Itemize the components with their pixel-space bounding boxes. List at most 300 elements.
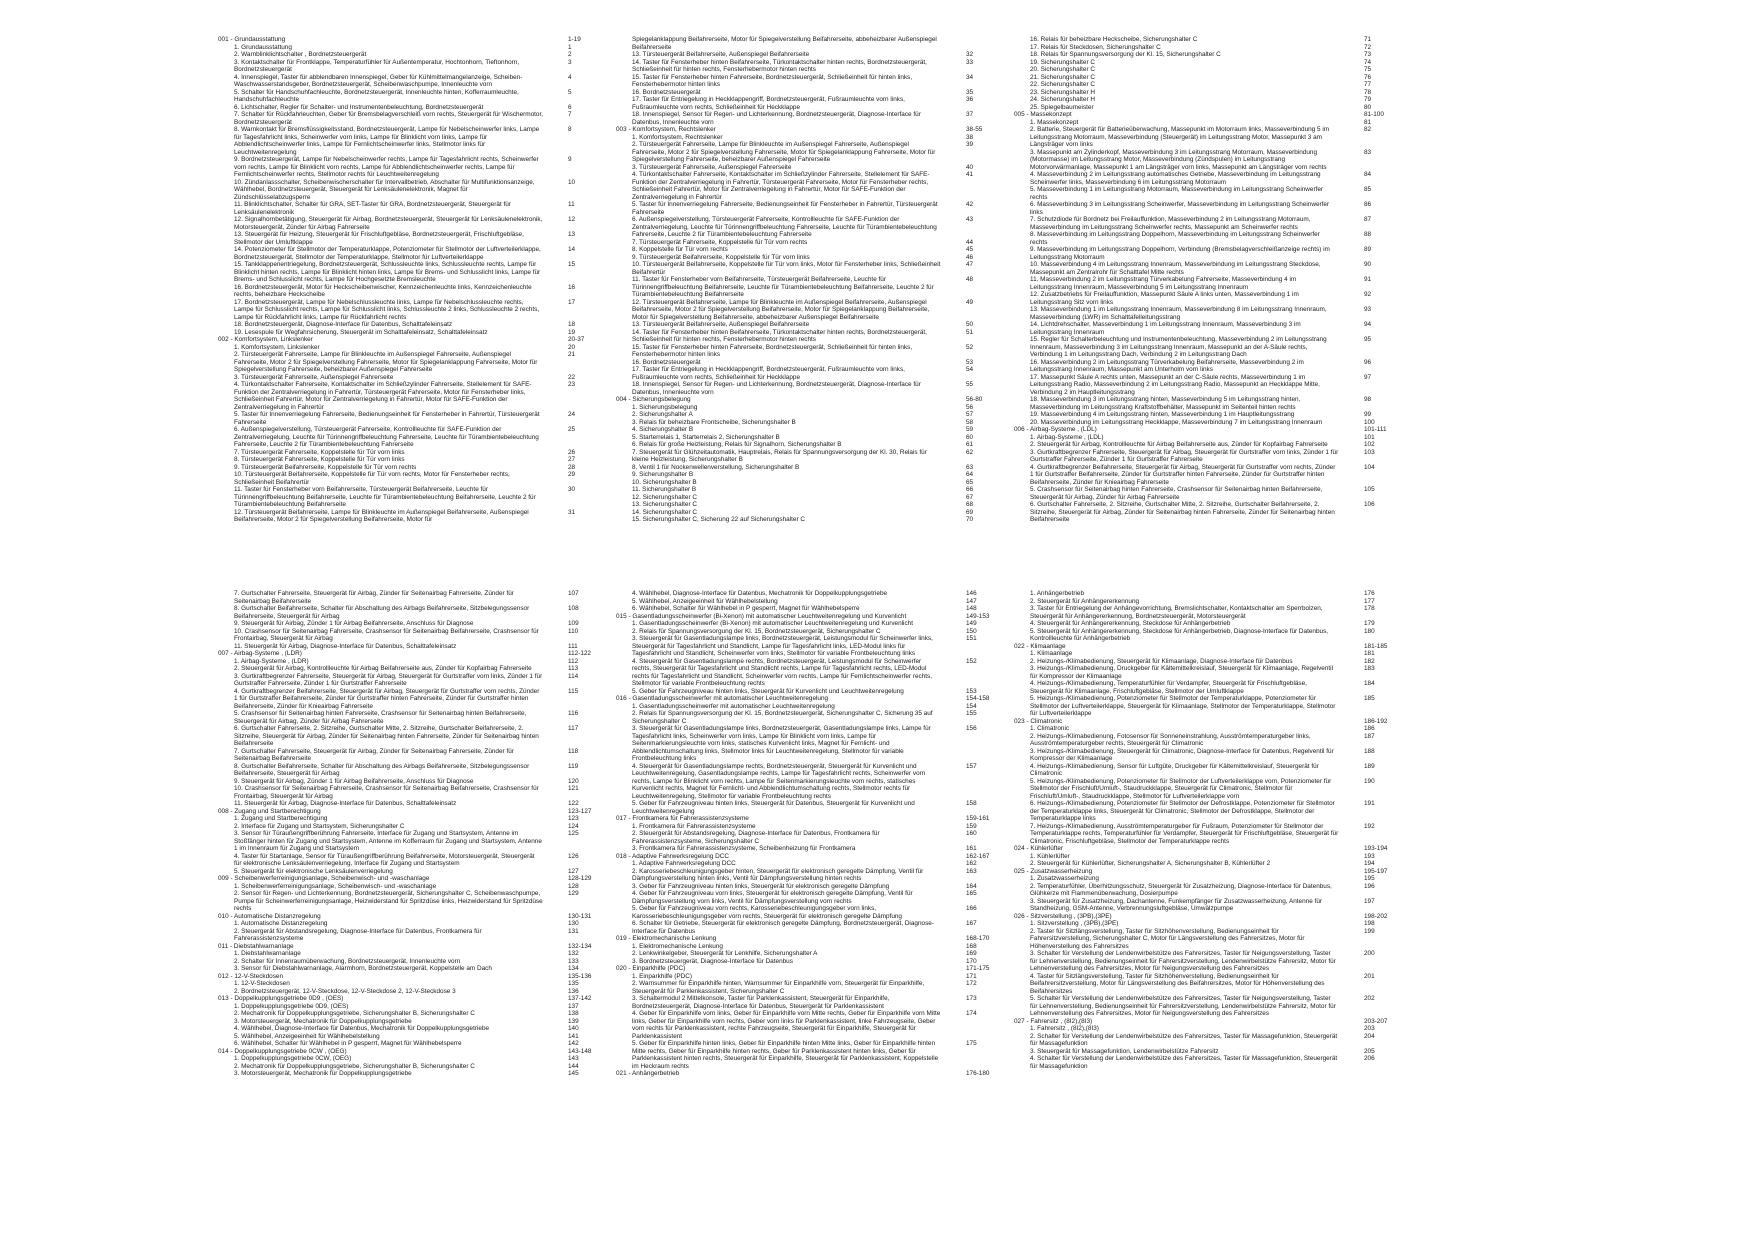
toc-entry <box>1014 186 1409 201</box>
toc-page-number: 31 <box>568 508 576 516</box>
toc-entry-title: 14. Potenziometer für Stellmotor der Temperaturklappe, Potenziometer für Stellmotor der Luftverteilerklappe, Bordnetzsteuergerät, Stellmotor der Temperaturklappe, Stellmotor für Luftverteilerklappe <box>234 246 541 261</box>
toc-entry-title: 14. Lichtdrehschalter, Masseverbindung 1 im Leitungsstrang Innenraum, Masseverbindung 3 im Leitungsstrang Innenraum <box>1030 321 1301 336</box>
toc-page-number: 22 <box>568 373 576 381</box>
toc-entry-title: 6. Gurtschalter Fahrerseite, 2. Sitzreihe, Gurtschalter Mitte, 2. Sitzreihe, Gurtschalter Beifahrerseite, 2. Sitzreihe, Steuergerät für Airbag, Zünder für Seitenairbag hinten Fahrerseite, Zünder für Seitenairbag hinten Beifahrerseite <box>234 725 539 747</box>
toc-entry <box>1014 778 1409 801</box>
toc-entry <box>218 344 613 352</box>
toc-entry-title: 3. Relais für beheizbare Frontscheibe, Sicherungshalter B <box>632 418 796 426</box>
toc-page-number: 99 <box>1364 411 1372 418</box>
toc-page-number: 151 <box>966 635 977 642</box>
toc-entry-title: 1. Elektromechanische Lenkung <box>632 942 723 950</box>
toc-entry-title: 1. Komfortsystem, Linkslenker <box>234 343 320 351</box>
toc-entry-title: 17. Massepunkt Säule A rechts unten, Massepunkt an der C-Säule rechts, Masseverbindung 1 im Leitungsstrang Radio, Masseverbindung 2 im Leitungsstrang Radio, Massepunkt an Heckklappe Mitte, Verbindung 2 im Hauptleitungsstrang <box>1030 373 1320 396</box>
toc-page-number: 93 <box>1364 306 1372 313</box>
toc-entry-title: 18. Bordnetzsteuergerät, Diagnose-Interface für Datenbus, Schalttafeleinsatz <box>234 321 453 328</box>
toc-entry-title: 5. Geber für Einparkhilfe hinten links, Geber für Einparkhilfe hinten Mitte links, Geber für Einparkhilfe hinten Mitte rechts, Geber für Einparkhilfe hinten rechts, Geber für Parklenkassistent hinten links, Geber für Parklenkassistent hinten rechts, Steuergerät für Einparkhilfe, Steuergerät für Parklenkassistent, Koppelstelle im Heckraum rechts <box>632 1040 939 1070</box>
toc-entry <box>1014 66 1409 74</box>
toc-entry-title: 5. Steuergerät für elektronische Lenksäulenverriegelung <box>234 867 393 875</box>
toc-section-entry <box>616 613 1011 621</box>
toc-entry-title: 3. Gurtkraftbegrenzer Fahrerseite, Steuergerät für Airbag, Steuergerät für Gurtstraffer vorn links, Zünder 1 für Gurtstraffer Fahrerseite, Zünder 1 für Gurtstraffer Fahrerseite <box>234 672 543 687</box>
toc-entry-title: 16. Bordnetzsteuergerät <box>632 358 701 366</box>
toc-entry-title: 3. Schalter für Verstellung der Lendenwirbelstütze des Fahrersitzes, Taster für Neigungsverstellung, Taster für Lehnenverstellung, Bedienungseinheit für Fahrersitzverstellung, Lendenwirbelstütze Fahrersitz, Motor für Lehnenverstellung des Fahrersitzes, Motor für Neigungsverstellung des Fahrersitzes <box>1030 950 1336 972</box>
toc-entry-title: 9. Türsteuergerät Beifahrerseite, Koppelstelle für Tür vorn rechts <box>234 463 417 471</box>
toc-entry-title: 10. Türsteuergerät Beifahrerseite, Koppelstelle für Tür vorn links, Motor für Fensterheber links, Schließeinheit Beifahrertür <box>632 261 941 276</box>
toc-page-number: 17 <box>568 298 576 306</box>
toc-page-number: 198 <box>1364 920 1375 927</box>
toc-page-number: 66 <box>966 486 974 493</box>
toc-entry <box>218 59 613 74</box>
toc-entry-title: 6. Lichtschalter, Regler für Schalter- und Instrumentenbeleuchtung, Bordnetzsteuergerät <box>234 103 484 111</box>
toc-page-number: 160 <box>966 830 977 837</box>
toc-page-number: 136 <box>568 987 579 995</box>
toc-entry <box>616 419 1011 427</box>
toc-entry <box>218 890 613 913</box>
toc-page-number: 140 <box>568 1025 579 1032</box>
toc-entry-title: 11. Steuergerät für Airbag, Diagnose-Interface für Datenbus, Schalttafeleinsatz <box>234 642 457 650</box>
toc-entry <box>616 501 1011 509</box>
toc-page-number: 52 <box>966 343 974 351</box>
toc-page-number: 20 <box>568 343 576 351</box>
toc-entry-title: 5. Masseverbindung 1 im Leitungsstrang Motorraum, Masseverbindung im Leitungsstrang Scheinwerfer rechts <box>1030 186 1324 201</box>
toc-entry <box>616 471 1011 479</box>
toc-entry <box>218 688 613 711</box>
toc-entry-title: 3. Heizungs-/Klimabedienung, Steuergerät für Climatronic, Diagnose-Interface für Datenbus, Regelventil für Kompressor der Klimaanlage <box>1030 747 1334 762</box>
toc-entry <box>218 1070 613 1078</box>
toc-entry-title: 4. Steuergerät für Anhängererkennung, Steckdose für Anhängerbetrieb <box>1030 620 1231 627</box>
toc-entry-title: 2. Relais für Spannungsversorgung der Kl. 15, Bordnetzsteuergerät, Sicherungshalter C, Sicherung 35 auf Sicherungshalter C <box>632 710 933 725</box>
toc-page-number: 171-175 <box>966 965 990 972</box>
toc-entry <box>1014 733 1409 748</box>
toc-page-number: 132 <box>568 950 579 957</box>
toc-entry-title: 2. Lenkwinkelgeber, Steuergerät für Lenkhilfe, Sicherungshalter A <box>632 950 818 957</box>
toc-entry <box>616 598 1011 606</box>
toc-entry <box>616 800 1011 815</box>
toc-entry-title: 14. Taster für Fensterheber hinten Beifahrerseite, Türkontaktschalter hinten rechts, Bordnetzsteuergerät, Schließeinheit für hinten rechts, Fensterhebermotor hinten rechts <box>632 58 927 73</box>
toc-page-number: 111 <box>568 642 578 650</box>
toc-entry-title: 5. Taster für Innenverriegelung Fahrerseite, Bedienungseinheit für Fensterheber in Fahrertür, Türsteuergerät Fahrerseite <box>234 411 540 426</box>
toc-entry-title: 1. Sitzverstellung , (3PB),(3PE) <box>1030 920 1119 927</box>
toc-entry <box>1014 665 1409 680</box>
toc-entry-title: 2. Türsteuergerät Fahrerseite, Lampe für Blinkleuchte im Außenspiegel Fahrerseite, Außenspiegel Fahrerseite, Motor 2 für Spiegelverstellung Fahrerseite, Motor für Spiegelanklappung Fahrerseite, Motor für Spiegelverstellung Fahrerseite, beheizbarer Außenspiegel Fahrerseite <box>234 351 538 373</box>
toc-entry-title: 9. Steuergerät für Airbag, Zünder 1 für Airbag Beifahrerseite, Anschluss für Diagnose <box>234 620 474 627</box>
toc-page-number: 84 <box>1364 171 1372 178</box>
toc-entry <box>616 1010 1011 1040</box>
toc-entry-title: 8. Warnkontakt für Bremsflüssigkeitsstand, Bordnetzsteuergerät, Lampe für Nebelscheinwerfer links, Lampe für Tagesfahrlicht links, Scheinwerfer vorn links, Lampe für Blinklicht vorn links, Lampe für Abblendlichtscheinwerfer links, Lampe für Fernlichtscheinwerfer links, Stellmotor links für Leuchtweitenregelung <box>234 126 540 156</box>
toc-page-number: 149 <box>966 620 977 627</box>
toc-section-entry <box>218 36 613 44</box>
toc-page-number: 103 <box>1364 448 1375 456</box>
toc-page-number: 38 <box>966 133 974 141</box>
toc-section-entry <box>616 853 1011 861</box>
toc-page-number: 38-55 <box>966 126 983 133</box>
toc-entry <box>616 958 1011 966</box>
toc-entry-title: 1. Klimaanlage <box>1030 650 1073 657</box>
toc-entry <box>218 965 613 973</box>
toc-section-entry <box>1014 868 1409 876</box>
toc-entry-title: 5. Heizungs-/Klimabedienung, Potenziometer für Stellmotor der Luftverteilerklappe vorn, Potenziometer für Stellmotor der Frischluft/Umluft-, Staudruckklappe, Steuergerät für Climatronic, Stellmotor für Frischluft/Umluft-, Staudruckklappe, Stellmotor für Luftverteilerklappe vorn <box>1030 777 1332 800</box>
toc-entry <box>1014 126 1409 149</box>
toc-entry <box>616 635 1011 658</box>
toc-section-title: 027 - Fahrersitz , (8I2),(8I3) <box>1014 1017 1093 1025</box>
toc-entry <box>616 426 1011 434</box>
toc-entry-title: 3. Motorsteuergerät, Mechatronik für Doppelkupplungsgetriebe <box>234 1070 412 1077</box>
toc-page-number: 49 <box>966 298 974 306</box>
toc-entry-title: 7. Heizungs-/Klimabedienung, Ausströmtemperaturgeber für Fußraum, Potenziometer für Stellmotor der Temperaturklappe rechts, Temperaturfühler für Verdampfer, Steuergerät für Frischluftgebläse, Steuergerät für Climatronic, Frischluftgebläse, Stellmotor der Temperaturklappe rechts <box>1030 822 1339 845</box>
toc-entry <box>616 434 1011 442</box>
toc-page-number: 112-122 <box>568 650 591 657</box>
toc-entry <box>616 890 1011 905</box>
toc-page-number: 65 <box>966 478 974 486</box>
toc-entry <box>218 628 613 643</box>
toc-page-number: 115 <box>568 687 579 695</box>
toc-entry <box>1014 1048 1409 1056</box>
toc-page-number: 35 <box>966 88 974 96</box>
toc-entry-title: 5. Geber für Fahrzeugniveau hinten links, Steuergerät für Datenbus, Steuergerät für Kurvenlicht und Leuchtweitenregelung <box>632 800 915 815</box>
toc-entry-title: 4. Steuergerät für Gasentladungslampe rechts, Bordnetzsteuergerät, Leistungsmodul für Scheinwerfer rechts, Steuergerät für Tagesfahrlicht und Standlicht rechts, Lampe für Tagesfahrlicht rechts, LED-Modul rechts für Tagesfahrlicht und Standlicht, Scheinwerfer vorn rechts, Lampe für Fernlichtscheinwerfer rechts, Stellmotor für variable Frontbeleuchtung rechts <box>632 657 933 687</box>
toc-page-number: 141 <box>568 1032 579 1040</box>
toc-entry-title: 18. Masseverbindung 3 im Leitungsstrang hinten, Masseverbindung 5 im Leitungsstrang hinten, Masseverbindung im Leitungsstrang Kraftstoffbehälter, Massepunkt im Seitenteil hinten rechts <box>1030 396 1301 411</box>
toc-entry <box>616 36 1011 51</box>
toc-entry <box>218 883 613 891</box>
toc-entry-title: 4. Geber für Fahrzeugniveau vorn links, Steuergerät für elektronisch geregelte Dämpfung, Ventil für Dämpfungsverstellung vorn links, Ventil für Dämpfungsverstellung vorn rechts <box>632 890 913 905</box>
toc-entry-title: 4. Wählhebel, Diagnose-Interface für Datenbus, Mechatronik für Doppelkupplungsgetriebe <box>632 590 888 597</box>
toc-page-number: 184 <box>1364 680 1375 687</box>
toc-page-number: 199 <box>1364 927 1375 935</box>
toc-entry <box>616 276 1011 299</box>
toc-entry <box>218 1055 613 1063</box>
toc-page-number: 131 <box>568 927 579 935</box>
toc-entry <box>616 321 1011 329</box>
toc-entry <box>218 1025 613 1033</box>
toc-section-title: 019 - Elektromechanische Lenkung <box>616 935 717 942</box>
toc-entry <box>616 441 1011 449</box>
toc-page-number: 169 <box>966 950 977 957</box>
toc-entry <box>218 1018 613 1026</box>
toc-entry <box>218 329 613 337</box>
toc-section-title: 025 - Zusatzwasserheizung <box>1014 867 1093 875</box>
toc-section-title: 004 - Sicherungsbelegung <box>616 396 691 403</box>
toc-section-title: 016 - Gasentladungsscheinwerfer mit automatischer Leuchtweitenregelung <box>616 695 829 702</box>
toc-entry-title: 24. Sicherungshalter H <box>1030 96 1096 103</box>
toc-entry-title: 13. Masseverbindung 1 im Leitungsstrang Innenraum, Masseverbindung 8 im Leitungsstrang Innenraum, Masseverbindung (LWR) im Schalttafelleitungsstrang <box>1030 306 1327 321</box>
toc-entry-title: 3. Taster für Entriegelung der Anhängevorrichtung, Bremslichtschalter, Kontaktschalter am Sperrbolzen, Steuergerät für Anhängererkennung, Bordnetzsteuergerät, Motorsteuergerät <box>1030 605 1323 620</box>
toc-page-number: 190 <box>1364 777 1375 785</box>
toc-entry <box>218 299 613 322</box>
toc-page-number: 148 <box>966 605 977 612</box>
toc-page-number: 191 <box>1364 800 1375 807</box>
toc-entry <box>616 605 1011 613</box>
toc-entry-title: 2. Batterie, Steuergerät für Batterieüberwachung, Massepunkt im Motorraum links, Masseverbindung 5 im Leitungsstrang Motorraum, Masseverbindung (Steuergerät) im Leitungsstrang Motor, Massepunkt 3 am Längsträger vorn links <box>1030 126 1330 148</box>
toc-entry <box>1014 201 1409 216</box>
toc-entry-title: 2. Taster für Sitzlängsverstellung, Taster für Sitzhöhenverstellung, Bedienungseinheit für Fahrersitzverstellung, Sicherungshalter C, Motor für Längsverstellung des Fahrersitzes, Motor für Höhenverstellung des Fahrersitzes <box>1030 927 1305 950</box>
toc-entry-title: 4. Gurtkraftbegrenzer Beifahrerseite, Steuergerät für Airbag, Steuergerät für Gurtstraffer vorn rechts, Zünder 1 für Gurtstraffer Beifahrerseite, Zünder für Gurtstraffer hinten Fahrerseite, Zünder für Gurtstraffer hinten Beifahrerseite, Zünder für Knieairbag Fahrerseite <box>1030 463 1336 486</box>
toc-entry-title: 16. Bordnetzsteuergerät, Motor für Heckscheibenwischer, Kennzeichenleuchte links, Kennzeichenleuchte rechts, beheizbare Heckscheibe <box>234 283 532 298</box>
toc-page-number: 9 <box>568 156 572 163</box>
toc-entry <box>1014 1033 1409 1048</box>
toc-entry <box>1014 59 1409 67</box>
toc-page-number: 108 <box>568 605 579 612</box>
toc-page-number: 159 <box>966 822 977 830</box>
toc-page-number: 128-129 <box>568 875 592 882</box>
toc-entry-title: 2. Warnblinklichtschalter , Bordnetzsteuergerät <box>234 51 367 58</box>
toc-page-number: 4 <box>568 73 572 81</box>
toc-entry-title: 1. Scheibenwerferreinigungsanlage, Scheibenwisch- und -waschanlage <box>234 882 437 890</box>
toc-entry-title: 7. Schutzdiode für Bordnetz bei Freilauffunktion, Masseverbindung 2 im Leitungsstrang Motorraum, Masseverbindung im Leitungsstrang Scheinwerfer rechts, Massepunkt am Scheinwerfer rechts <box>1030 216 1311 231</box>
toc-entry <box>1014 995 1409 1018</box>
toc-entry <box>1014 898 1409 913</box>
toc-page-number: 100 <box>1364 418 1375 426</box>
toc-entry-title: 12. Signalhornbetätigung, Steuergerät für Airbag, Bordnetzsteuergerät, Steuergerät für Lenksäulenelektronik, Motorsteuergerät, Zünder für Airbag Fahrerseite <box>234 216 543 231</box>
toc-entry <box>218 351 613 374</box>
toc-entry-title: 9. Sicherungshalter B <box>632 471 694 478</box>
toc-entry-title: 3. Geber für Fahrzeugniveau hinten links, Steuergerät für elektronisch geregelte Dämpfung <box>632 882 890 890</box>
toc-page-number: 60 <box>966 433 974 441</box>
toc-entry-title: 15. Sicherungshalter C, Sicherung 22 auf Sicherungshalter C <box>632 516 806 523</box>
toc-entry <box>218 823 613 831</box>
toc-page-number: 123-127 <box>568 807 592 815</box>
toc-entry-title: 17. Relais für Steckdosen, Sicherungshalter C <box>1030 43 1161 51</box>
toc-page-number: 98 <box>1364 396 1372 403</box>
toc-page-number: 177 <box>1364 597 1375 605</box>
toc-entry-title: 11. Sicherungshalter B <box>632 486 697 493</box>
toc-entry <box>616 905 1011 920</box>
toc-entry <box>1014 374 1409 397</box>
toc-entry <box>1014 590 1409 598</box>
toc-page-number: 96 <box>1364 358 1372 366</box>
toc-entry <box>218 126 613 156</box>
toc-entry <box>1014 171 1409 186</box>
toc-entry <box>218 763 613 778</box>
toc-entry <box>1014 104 1409 112</box>
toc-page-number: 81-100 <box>1364 111 1384 118</box>
toc-page-number: 172 <box>966 980 977 987</box>
toc-entry-title: 10. Sicherungshalter B <box>632 478 697 486</box>
toc-page-number: 168 <box>966 942 977 950</box>
toc-entry <box>218 51 613 59</box>
toc-entry-title: 22. Sicherungshalter C <box>1030 81 1096 88</box>
toc-entry <box>218 778 613 786</box>
toc-entry <box>218 216 613 231</box>
toc-page-number: 127 <box>568 867 579 875</box>
toc-page-number: 176-180 <box>966 1070 990 1077</box>
toc-entry <box>1014 620 1409 628</box>
toc-entry <box>616 254 1011 262</box>
toc-entry-title: 2. Steuergerät für Airbag, Kontrollleuchte für Airbag Beifahrerseite aus, Zünder für Kopfairbag Fahrerseite <box>234 665 532 672</box>
toc-entry <box>218 928 613 943</box>
toc-entry <box>616 261 1011 276</box>
toc-section-title: 008 - Zugang und Startberechtigung <box>218 807 321 815</box>
toc-page-number: 197 <box>1364 897 1375 905</box>
toc-entry-title: 8. Koppelstelle für Tür vorn rechts <box>632 246 728 253</box>
toc-entry <box>1014 875 1409 883</box>
toc-entry-title: 7. Schalter für Rückfahrleuchten, Geber für Bremsbelagverschleiß vorn rechts, Steuergerät für Wischermotor, Bordnetzsteuergerät <box>234 111 544 126</box>
toc-entry-title: 5. Heizungs-/Klimabedienung, Potenziometer für Stellmotor der Temperaturklappe, Potenziometer für Stellmotor der Luftverteilerklappe, Steuergerät für Klimaanlage, Stellmotor der Temperaturklappe, Stellmotor für Luftverteilerklappe <box>1030 695 1336 717</box>
toc-section-title: 005 - Massekonzept <box>1014 111 1072 118</box>
toc-entry <box>218 411 613 426</box>
toc-entry-title: 1. Frontkamera für Fahrerassistenzsysteme <box>632 822 756 830</box>
toc-entry <box>1014 44 1409 52</box>
toc-page-number: 1 <box>568 43 572 51</box>
toc-page-number: 27 <box>568 456 576 463</box>
toc-entry-title: 2. Steuergerät für Abstandsregelung, Diagnose-Interface für Datenbus, Frontkamera für Fahrerassistenzsysteme <box>234 927 482 942</box>
toc-entry-title: 1. Diebstahlwarnanlage <box>234 950 301 957</box>
toc-entry <box>218 471 613 486</box>
toc-entry <box>218 246 613 261</box>
toc-page-number: 164 <box>966 882 977 890</box>
toc-entry-title: 6. Heizungs-/Klimabedienung, Potenziometer für Stellmotor der Defrostklappe, Potenziometer für Stellmotor der Temperaturklappe links, Steuergerät für Climatronic, Stellmotor der Defrostklappe, Stellmotor der Temperaturklappe links <box>1030 800 1335 822</box>
toc-entry <box>1014 695 1409 718</box>
toc-page-number: 186-192 <box>1364 717 1388 725</box>
toc-entry <box>218 486 613 509</box>
toc-entry <box>1014 605 1409 620</box>
toc-entry-title: 1. Doppelkupplungsgetriebe 0D9, (OES) <box>234 1002 349 1010</box>
toc-entry <box>218 830 613 853</box>
toc-entry <box>1014 598 1409 606</box>
toc-page-number: 196 <box>1364 882 1375 890</box>
toc-page-number: 56 <box>966 403 974 411</box>
toc-entry-title: 4. Taster für Startanlage, Sensor für Türaußengriffberührung Beifahrerseite, Motorsteuergerät, Steuergerät für elektronische Lenksäulenverriegelung, Interface für Zugang und Startsystem <box>234 852 535 867</box>
toc-entry <box>616 710 1011 725</box>
toc-entry <box>218 673 613 688</box>
toc-page-number: 135 <box>568 980 579 987</box>
toc-entry-title: 1. Kühlerlüfter <box>1030 852 1070 860</box>
toc-entry-title: 6. Außenspiegelverstellung, Türsteuergerät Fahrerseite, Kontrollleuchte für SAFE-Funktion der Zentralverriegelung, Leuchte für Türinnengriffbeleuchtung Fahrerseite, Leuchte für Türambientebeleuchtung Fahrerseite, Leuchte 2 für Türambientebeleuchtung Fahrerseite <box>234 426 539 448</box>
toc-entry <box>616 509 1011 517</box>
toc-entry <box>1014 1025 1409 1033</box>
toc-entry-title: 3. Schaltermodul 2 Mittelkonsole, Taster für Parklenkassistent, Steuergerät für Einparkhilfe, Bordnetzsteuergerät, Diagnose-Interface für Datenbus, Steuergerät für Parklenkassistent <box>632 995 890 1010</box>
toc-entry <box>1014 336 1409 359</box>
toc-entry <box>218 179 613 202</box>
toc-entry-title: 1. Anhängerbetrieb <box>1030 590 1085 597</box>
toc-page-number: 120 <box>568 777 579 785</box>
toc-entry-title: 1. Grundausstattung <box>234 43 292 51</box>
toc-entry <box>1014 950 1409 973</box>
toc-section-entry <box>1014 426 1409 434</box>
toc-page-number: 193-194 <box>1364 845 1388 852</box>
toc-page-number: 142 <box>568 1040 579 1047</box>
toc-entry-title: 2. Steuergerät für Abstandsregelung, Diagnose-Interface für Datenbus, Frontkamera für Fahrerassistenzsysteme, Sicherungshalter C <box>632 830 880 845</box>
toc-page-number: 110 <box>568 627 579 635</box>
toc-entry-title: 12. Sicherungshalter C <box>632 493 698 501</box>
toc-page-number: 86 <box>1364 201 1372 208</box>
toc-page-number: 63 <box>966 463 974 471</box>
toc-section-entry <box>218 995 613 1003</box>
toc-entry-title: 14. Sicherungshalter C <box>632 508 698 516</box>
toc-page-number: 205 <box>1364 1047 1375 1055</box>
toc-section-title: 006 - Airbag-Systeme , (LDL) <box>1014 426 1097 433</box>
toc-entry-title: 9. Steuergerät für Airbag, Zünder 1 für Airbag Beifahrerseite, Anschluss für Diagnose <box>234 777 474 785</box>
toc-page-number: 185 <box>1364 695 1375 702</box>
toc-page-number: 83 <box>1364 148 1372 156</box>
toc-entry <box>616 74 1011 89</box>
toc-entry-title: 5. Crashsensor für Seitenairbag hinten Fahrerseite, Crashsensor für Seitenairbag hinten Beifahrerseite, Steuergerät für Airbag, Zünder für Airbag Fahrerseite <box>1030 486 1323 501</box>
toc-page-number: 14 <box>568 246 576 253</box>
toc-entry-title: 19. Sicherungshalter C <box>1030 58 1096 66</box>
toc-entry-title: 1. Sicherungsbelegung <box>632 403 698 411</box>
toc-entry-title: 1. Airbag-Systeme , (LDR) <box>234 657 309 665</box>
toc-section-entry <box>218 336 613 344</box>
toc-entry-title: 7. Türsteuergerät Fahrerseite, Koppelstelle für Tür vorn links <box>234 448 405 456</box>
toc-entry <box>616 366 1011 381</box>
toc-entry <box>1014 119 1409 127</box>
toc-column-top-left <box>218 36 613 524</box>
toc-entry <box>616 830 1011 845</box>
toc-entry <box>616 725 1011 763</box>
toc-section-entry <box>616 695 1011 703</box>
toc-section-title: 020 - Einparkhilfe (PDC) <box>616 965 686 972</box>
toc-entry-title: 2. Sicherungshalter A <box>632 411 693 418</box>
toc-page-number: 109 <box>568 620 579 627</box>
toc-entry <box>1014 321 1409 336</box>
toc-entry <box>616 950 1011 958</box>
toc-page-number: 106 <box>1364 501 1375 508</box>
toc-entry <box>218 201 613 216</box>
toc-entry-title: 5. Crashsensor für Seitenairbag hinten Fahrerseite, Crashsensor für Seitenairbag hinten Beifahrerseite, Steuergerät für Airbag, Zünder für Airbag Fahrerseite <box>234 710 527 725</box>
toc-section-title: 017 - Frontkamera für Fahrerassistenzsysteme <box>616 815 749 822</box>
toc-section-title: 013 - Doppelkupplungsgetriebe 0D9 , (OES) <box>218 995 344 1002</box>
toc-page-number: 116 <box>568 710 579 717</box>
toc-entry-title: 6. Wählhebel, Schalter für Wählhebel in P gesperrt, Magnet für Wählhebelsperre <box>234 1040 462 1047</box>
toc-entry-title: 1. Komfortsystem, Rechtslenker <box>632 133 723 141</box>
toc-entry <box>218 261 613 284</box>
toc-section-title: 018 - Adaptive Fahrwerksregelung DCC <box>616 852 729 860</box>
toc-entry-title: 6. Außenspiegelverstellung, Türsteuergerät Fahrerseite, Kontrollleuchte für SAFE-Funktion der Zentralverriegelung, Leuchte für Türinnengriffbeleuchtung Fahrerseite, Leuchte für Türambientebeleuchtung Fahrerseite, Leuchte 2 für Türambientebeleuchtung Fahrerseite <box>632 216 937 238</box>
toc-entry-title: 6. Relais für große Heizleistung, Relais für Signalhorn, Sicherungshalter B <box>632 441 842 448</box>
toc-entry-title: 16. Masseverbindung 2 im Leitungsstrang Türverkabelung Beifahrerseite, Masseverbindung 2 im Leitungsstrang Innenraum, Massepunkt am Unterholm vorn links <box>1030 358 1304 373</box>
toc-page-number: 161 <box>966 845 977 852</box>
toc-page-number: 74 <box>1364 58 1372 66</box>
toc-section-title: 024 - Kühlerlüfter <box>1014 845 1064 852</box>
toc-entry <box>218 104 613 112</box>
toc-page-number: 88 <box>1364 231 1372 238</box>
toc-page-number: 135-136 <box>568 972 592 980</box>
toc-page-number: 47 <box>966 261 974 268</box>
toc-entry-title: 3. Steuergerät für Gasentladungslampe links, Bordnetzsteuergerät, Leistungsmodul für Scheinwerfer links, Steuergerät für Tagesfahrlicht und Standlicht, Lampe für Tagesfahrlicht links, LED-Modul links für Tagesfahrlicht und Standlicht, Scheinwerfer vorn links, Stellmotor für variable Frontbeleuchtung links <box>632 635 933 657</box>
toc-entry-title: 2. Steuergerät für Airbag, Kontrollleuchte für Airbag Beifahrerseite aus, Zünder für Kopfairbag Fahrerseite <box>1030 441 1328 448</box>
toc-entry-title: 5. Wählhebel, Anzeigeeinheit für Wählhebelstellung <box>632 597 778 605</box>
toc-page-number: 198-202 <box>1364 912 1388 920</box>
toc-page-number: 168-170 <box>966 935 990 942</box>
toc-page-number: 10 <box>568 178 576 186</box>
toc-entry-title: 12. Türsteuergerät Beifahrerseite, Lampe für Blinkleuchte im Außenspiegel Beifahrerseite, Außenspiegel Beifahrerseite, Motor 2 für Spiegelverstellung Beifahrerseite, Motor für <box>234 508 529 523</box>
toc-entry <box>616 299 1011 322</box>
toc-page-number: 59 <box>966 426 974 433</box>
toc-entry <box>218 853 613 868</box>
toc-entry <box>1014 291 1409 306</box>
toc-page-number: 21 <box>568 351 576 358</box>
toc-entry-title: 6. Schalter für Getriebe, Steuergerät für elektronisch geregelte Dämpfung, Bordnetzsteuergerät, Diagnose-Interface für Datenbus <box>632 920 934 935</box>
toc-entry <box>218 800 613 808</box>
toc-page-number: 97 <box>1364 373 1372 381</box>
toc-entry-title: 13. Türsteuergerät Beifahrerseite, Außenspiegel Beifahrerseite <box>632 51 810 58</box>
toc-page-number: 181 <box>1364 650 1375 657</box>
toc-page-number: 57 <box>966 411 974 418</box>
toc-page-number: 150 <box>966 627 977 635</box>
toc-page-number: 126 <box>568 852 579 860</box>
toc-entry-title: 4. Gurtkraftbegrenzer Beifahrerseite, Steuergerät für Airbag, Steuergerät für Gurtstraffer vorn rechts, Zünder 1 für Gurtstraffer Beifahrerseite, Zünder für Gurtstraffer hinten Fahrerseite, Zünder für Gurtstraffer hinten Beifahrerseite, Zünder für Knieairbag Fahrerseite <box>234 687 540 710</box>
toc-page-number: 143 <box>568 1055 579 1062</box>
toc-page-number: 6 <box>568 103 572 111</box>
toc-entry <box>616 216 1011 239</box>
toc-entry <box>218 1033 613 1041</box>
toc-page-number: 183 <box>1364 665 1375 672</box>
toc-entry-title: 14. Taster für Fensterheber hinten Beifahrerseite, Türkontaktschalter hinten rechts, Bordnetzsteuergerät, Schließeinheit für hinten rechts, Fensterhebermotor hinten rechts <box>632 328 927 343</box>
toc-entry <box>1014 883 1409 898</box>
toc-page-number: 157 <box>966 762 977 770</box>
toc-page-number: 20-37 <box>568 336 585 343</box>
toc-entry-title: 3. Massepunkt am Zylinderkopf, Masseverbindung 3 im Leitungsstrang Motorraum, Masseverbindung (Motormasse) im Leitungsstrang Motor, Masseverbindung (Zündspulen) im Leitungsstrang Motorvorwärmanlage, Massepunkt 1 am Längsträger vorn links, Massepunkt am Längsträger vorn rechts <box>1030 148 1327 171</box>
toc-page-number: 162-167 <box>966 852 990 860</box>
